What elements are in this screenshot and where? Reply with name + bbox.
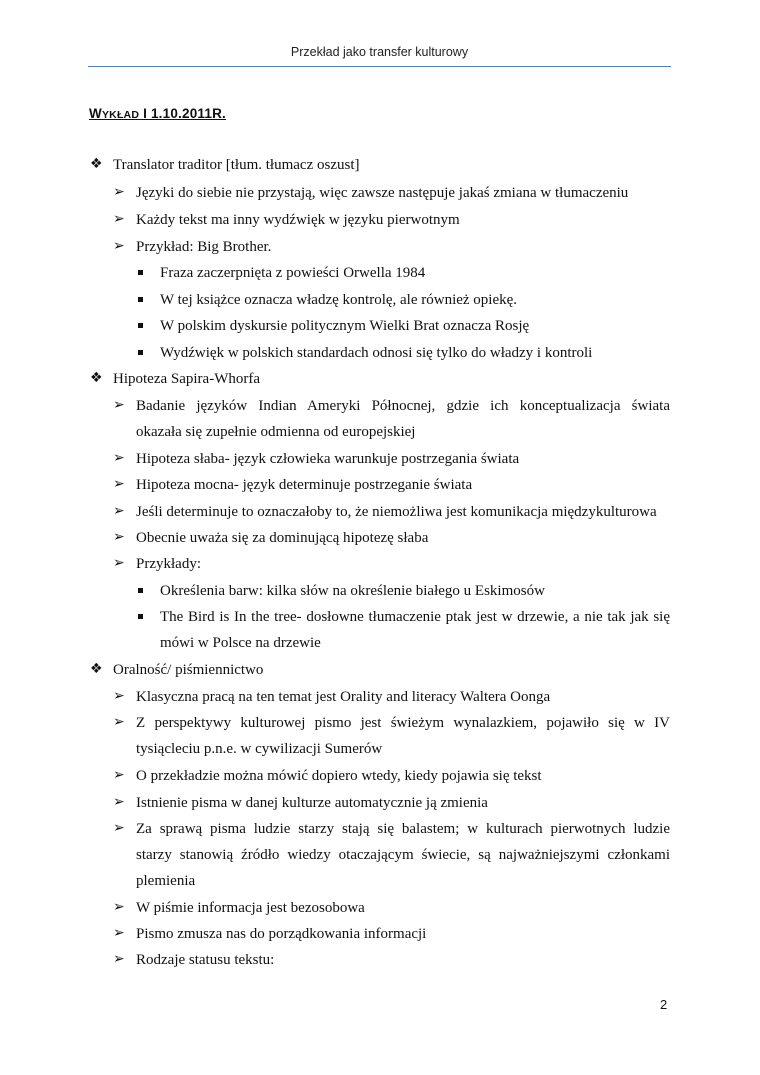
diamond-bullet-icon: ❖ — [90, 156, 103, 172]
arrow-bullet-icon: ➢ — [113, 476, 125, 492]
square-bullet-icon — [138, 614, 143, 619]
list-item-l2: Każdy tekst ma inny wydźwięk w języku pierwotnym — [136, 212, 460, 228]
lecture-title-rest: I 1.10.2011R. — [139, 106, 226, 121]
square-bullet-icon — [138, 270, 143, 275]
arrow-bullet-icon: ➢ — [113, 450, 125, 466]
running-header: Przekład jako transfer kulturowy — [290, 45, 469, 59]
list-item-l1: Translator traditor [tłum. tłumacz oszust] — [113, 157, 360, 173]
square-bullet-icon — [138, 323, 143, 328]
list-item-l2: Pismo zmusza nas do porządkowania informacji — [136, 926, 427, 942]
list-item-l3: W polskim dyskursie politycznym Wielki Brat oznacza Rosję — [160, 318, 530, 334]
arrow-bullet-icon: ➢ — [113, 820, 125, 836]
arrow-bullet-icon: ➢ — [113, 925, 125, 941]
list-item-l2: Hipoteza mocna- język determinuje postrzeganie świata — [136, 477, 473, 493]
arrow-bullet-icon: ➢ — [113, 794, 125, 810]
list-item-l2: Obecnie uważa się za dominującą hipotezę słaba — [136, 530, 429, 546]
arrow-bullet-icon: ➢ — [113, 688, 125, 704]
list-item-l2: Przykłady: — [136, 556, 201, 572]
square-bullet-icon — [138, 588, 143, 593]
arrow-bullet-icon: ➢ — [113, 529, 125, 545]
page-number: 2 — [660, 997, 668, 1012]
arrow-bullet-icon: ➢ — [113, 899, 125, 915]
list-item-l2: Klasyczna pracą na ten temat jest Orality and literacy Waltera Oonga — [136, 689, 551, 705]
square-bullet-icon — [138, 297, 143, 302]
list-item-l2-continued: plemienia — [136, 873, 196, 889]
list-item-l2: Rodzaje statusu tekstu: — [136, 952, 275, 968]
list-item-l2: Istnienie pisma w danej kulturze automatycznie ją zmienia — [136, 795, 488, 811]
lecture-title-smallcaps: YKŁAD — [101, 109, 140, 121]
list-item-l2: Za sprawą pisma ludzie starzy stają się balastem; w kulturach pierwotnych ludzie — [136, 821, 670, 837]
lecture-title-first: W — [89, 106, 102, 121]
arrow-bullet-icon: ➢ — [113, 951, 125, 967]
list-item-l3: The Bird is In the tree- dosłowne tłumaczenie ptak jest w drzewie, a nie tak jak się — [160, 609, 670, 625]
list-item-l2: W piśmie informacja jest bezosobowa — [136, 900, 365, 916]
list-item-l2: O przekładzie można mówić dopiero wtedy, kiedy pojawia się tekst — [136, 768, 542, 784]
list-item-l2: Języki do siebie nie przystają, więc zawsze następuje jakaś zmiana w tłumaczeniu — [136, 185, 629, 201]
list-item-l3: Wydźwięk w polskich standardach odnosi się tylko do władzy i kontroli — [160, 345, 593, 361]
arrow-bullet-icon: ➢ — [113, 767, 125, 783]
list-item-l3-continued: mówi w Polsce na drzewie — [160, 635, 321, 651]
header-rule — [88, 66, 671, 67]
lecture-title — [89, 106, 226, 121]
arrow-bullet-icon: ➢ — [113, 397, 125, 413]
arrow-bullet-icon: ➢ — [113, 555, 125, 571]
arrow-bullet-icon: ➢ — [113, 714, 125, 730]
list-item-l2: Badanie języków Indian Ameryki Północnej, gdzie ich konceptualizacja świata — [136, 398, 670, 414]
list-item-l2-continued: tysiącleciu p.n.e. w cywilizacji Sumerów — [136, 741, 383, 757]
list-item-l2: Hipoteza słaba- język człowieka warunkuje postrzegania świata — [136, 451, 520, 467]
arrow-bullet-icon: ➢ — [113, 211, 125, 227]
list-item-l1: Hipoteza Sapira-Whorfa — [113, 371, 261, 387]
arrow-bullet-icon: ➢ — [113, 503, 125, 519]
list-item-l2: Jeśli determinuje to oznaczałoby to, że niemożliwa jest komunikacja międzykulturowa — [136, 504, 657, 520]
square-bullet-icon — [138, 350, 143, 355]
list-item-l2: Przykład: Big Brother. — [136, 239, 272, 255]
list-item-l2-continued: starzy stanowią źródło wiedzy otaczającym świecie, są najważniejszymi członkami — [136, 847, 670, 863]
list-item-l2-continued: okazała się zupełnie odmienna od europejskiej — [136, 424, 416, 440]
list-item-l2: Z perspektywy kulturowej pismo jest świeżym wynalazkiem, pojawiło się w IV — [136, 715, 670, 731]
diamond-bullet-icon: ❖ — [90, 370, 103, 386]
diamond-bullet-icon: ❖ — [90, 661, 103, 677]
list-item-l1: Oralność/ piśmiennictwo — [113, 662, 264, 678]
list-item-l3: Określenia barw: kilka słów na określenie białego u Eskimosów — [160, 583, 545, 599]
arrow-bullet-icon: ➢ — [113, 184, 125, 200]
arrow-bullet-icon: ➢ — [113, 238, 125, 254]
list-item-l3: Fraza zaczerpnięta z powieści Orwella 1984 — [160, 265, 426, 281]
list-item-l3: W tej książce oznacza władzę kontrolę, ale również opiekę. — [160, 292, 518, 308]
